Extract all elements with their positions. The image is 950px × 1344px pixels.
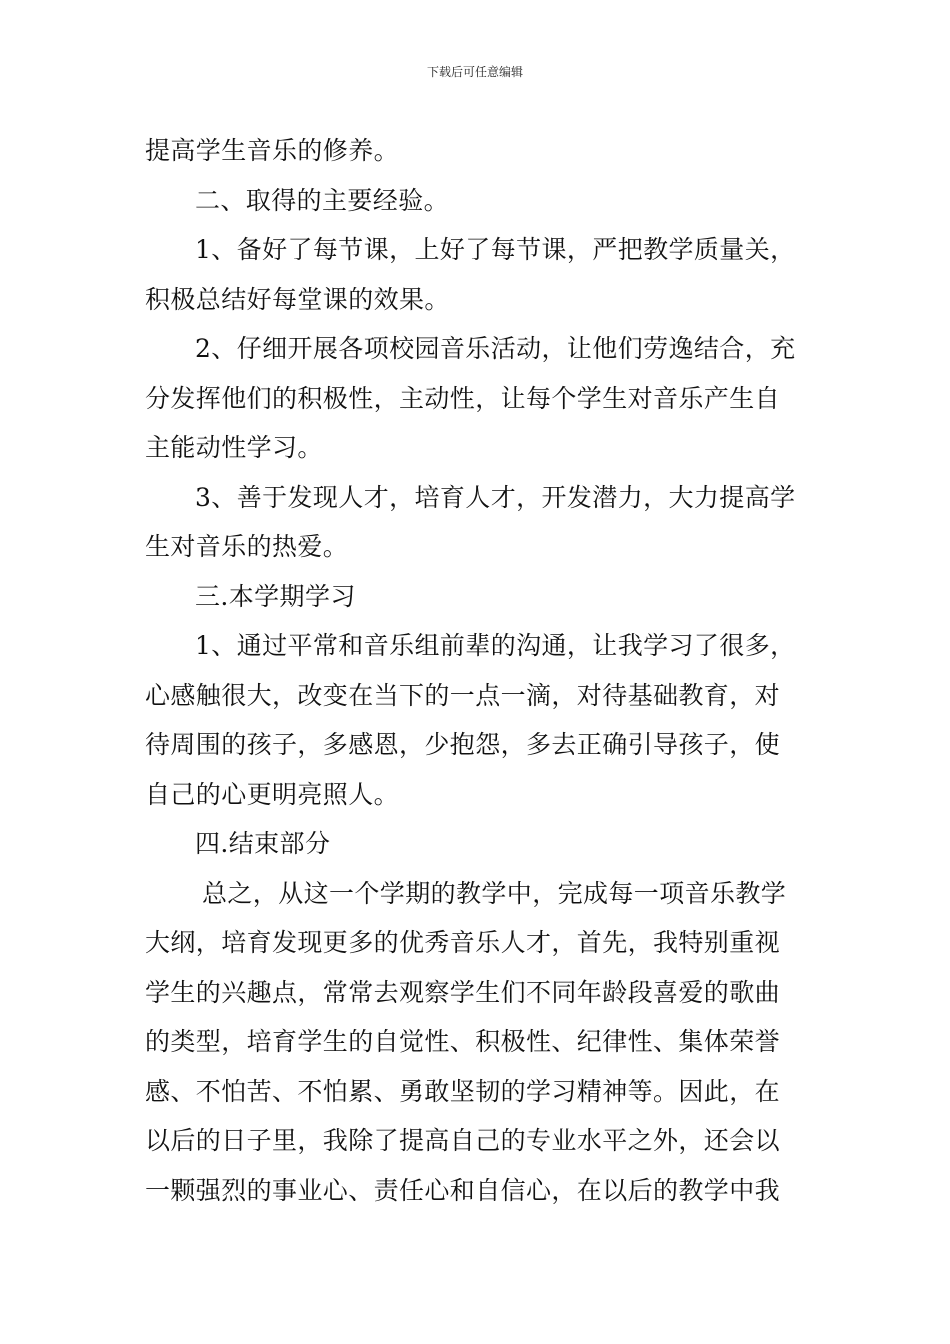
section-heading: 四.结束部分 — [195, 829, 331, 858]
text-line: 感、不怕苦、不怕累、勇敢坚韧的学习精神等。因此，在 — [145, 1076, 781, 1106]
page-header: 下载后可任意编辑 — [426, 65, 523, 79]
text-line: 总之，从这一个学期的教学中，完成每一项音乐教学 — [202, 878, 787, 908]
text-line: 学生的兴趣点，常常去观察学生们不同年龄段喜爱的歌曲 — [145, 977, 781, 1007]
text-line: 心感触很大，改变在当下的一点一滴，对待基础教育，对 — [145, 680, 781, 710]
text-line: 自己的心更明亮照人。 — [145, 779, 400, 809]
text-line: 一颗强烈的事业心、责任心和自信心，在以后的教学中我 — [145, 1175, 781, 1205]
text-line: 的类型，培育学生的自觉性、积极性、纪律性、集体荣誉 — [145, 1027, 781, 1056]
document-body — [145, 126, 810, 1215]
text-line: 1、通过平常和音乐组前辈的沟通，让我学习了很多， — [195, 631, 796, 660]
text-line: 大纲，培育发现更多的优秀音乐人才，首先，我特别重视 — [145, 928, 781, 957]
text-line: 3、善于发现人才，培育人才，开发潜力，大力提高学 — [195, 482, 796, 512]
section-heading: 三.本学期学习 — [195, 581, 356, 611]
text-line: 生对音乐的热爱。 — [145, 532, 349, 561]
text-line: 提高学生音乐的修养。 — [145, 136, 400, 165]
text-line: 主能动性学习。 — [145, 433, 323, 462]
text-line: 1、备好了每节课，上好了每节课，严把教学质量关， — [195, 235, 796, 264]
section-heading: 二、取得的主要经验。 — [195, 185, 450, 215]
text-line: 积极总结好每堂课的效果。 — [145, 284, 450, 314]
text-line: 分发挥他们的积极性，主动性，让每个学生对音乐产生自 — [145, 383, 781, 413]
text-line: 以后的日子里，我除了提高自己的专业水平之外，还会以 — [145, 1126, 781, 1155]
text-line: 2、仔细开展各项校园音乐活动，让他们劳逸结合，充 — [195, 334, 796, 363]
text-line: 待周围的孩子，多感恩，少抱怨，多去正确引导孩子，使 — [145, 730, 781, 759]
